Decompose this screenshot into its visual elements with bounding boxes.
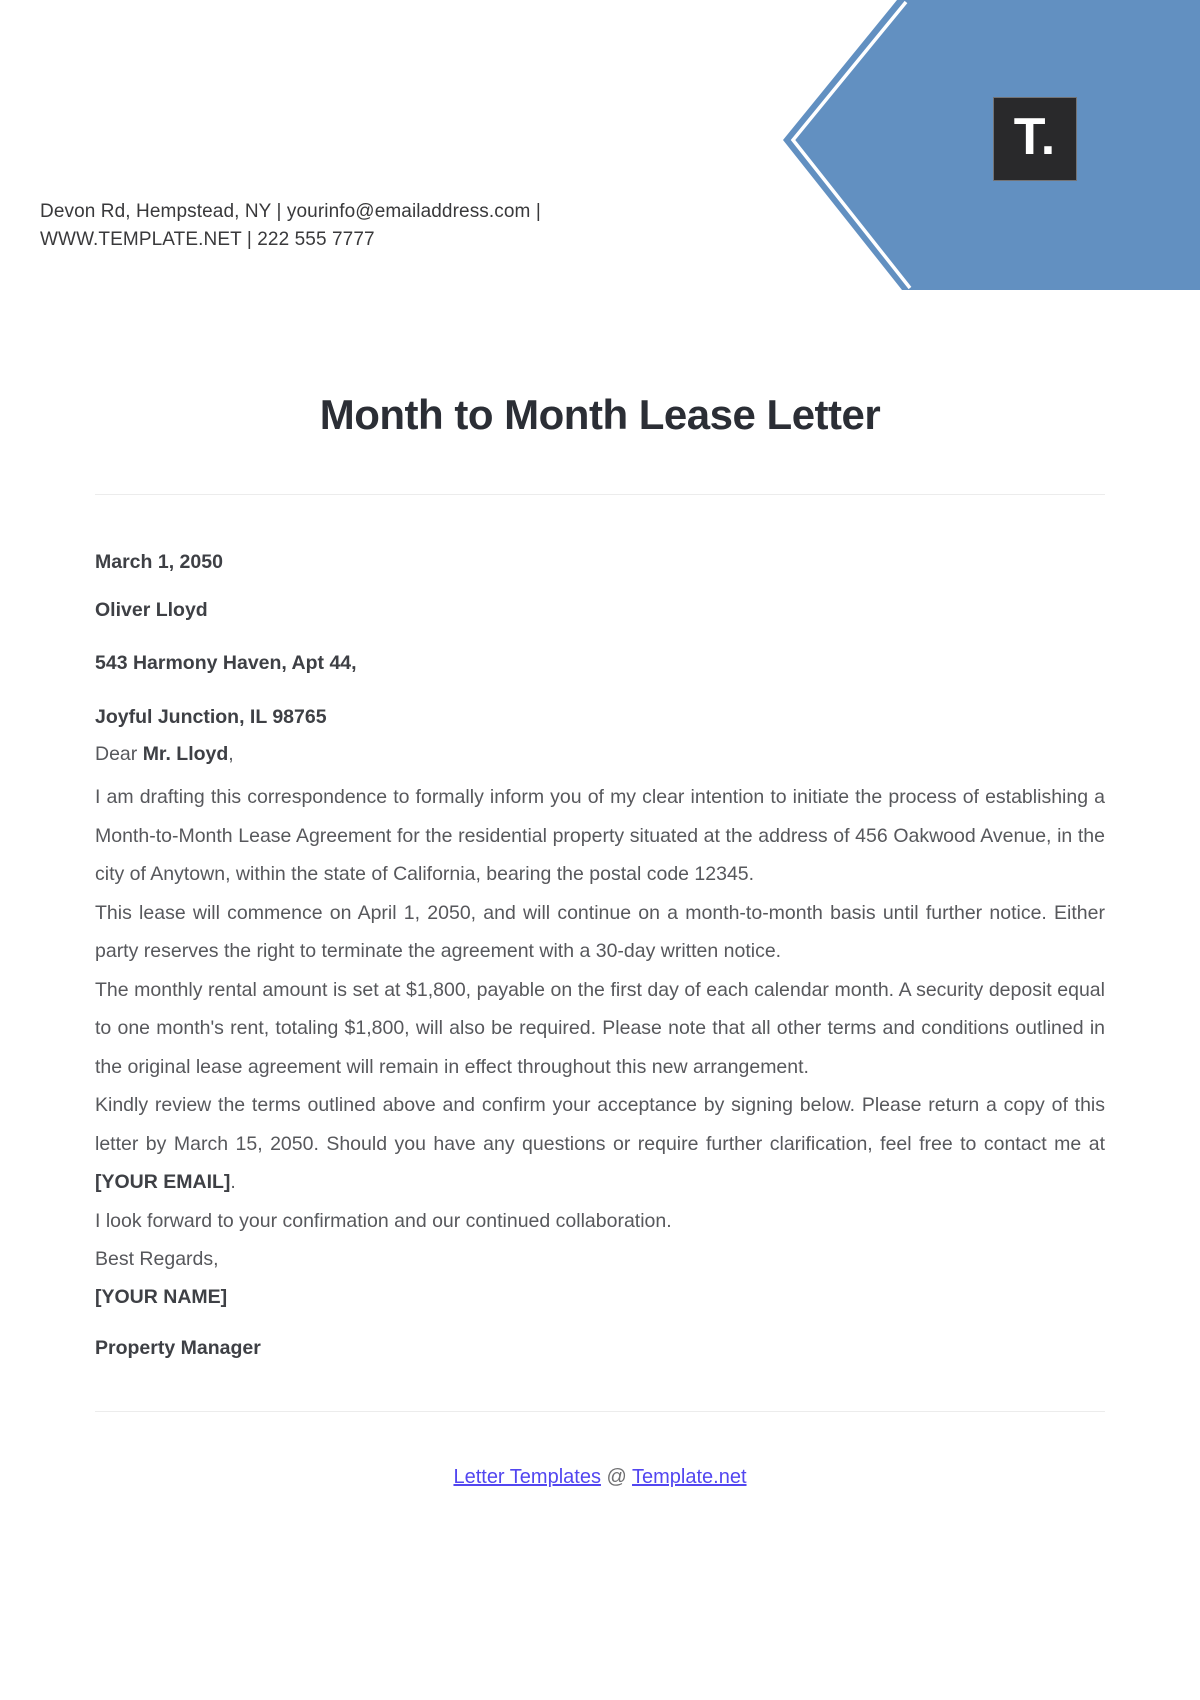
paragraph-confirmation-period: .	[230, 1171, 236, 1193]
contact-line-1: Devon Rd, Hempstead, NY | yourinfo@emailaddress.com |	[40, 201, 541, 222]
salutation	[95, 742, 1105, 766]
paragraph-commencement: This lease will commence on April 1, 2050, and will continue on a month-to-month basis until further notice. Either party reserves the right to terminate the agreement with a 30-day written notice.	[95, 901, 1105, 962]
template-net-link[interactable]: Template.net	[632, 1465, 747, 1488]
header-arrow-fill	[783, 0, 1200, 290]
contact-line-2: WWW.TEMPLATE.NET | 222 555 7777	[40, 229, 375, 250]
bottom-divider	[95, 1411, 1105, 1412]
top-divider	[95, 494, 1105, 495]
regards-line: Best Regards,	[95, 1248, 219, 1270]
paragraph-confirmation-text: Kindly review the terms outlined above and confirm your acceptance by signing below. Please return a copy of this letter by March 15, 2050. Should you have any questions or require further clarification, feel free to contact me at	[95, 1094, 1105, 1155]
letter-templates-link[interactable]: Letter Templates	[453, 1465, 601, 1488]
signature-title: Property Manager	[95, 1336, 261, 1359]
header-arrow-shape	[783, 0, 1200, 293]
recipient-address-line2: Joyful Junction, IL 98765	[95, 706, 327, 728]
letter-body	[95, 778, 1105, 1279]
your-email-placeholder: [YOUR EMAIL]	[95, 1171, 231, 1193]
salutation-prefix: Dear	[95, 743, 143, 765]
footer	[95, 1464, 1105, 1490]
closing-line: I look forward to your confirmation and our continued collaboration.	[95, 1209, 672, 1232]
salutation-suffix: ,	[228, 743, 234, 765]
letter-date: March 1, 2050	[95, 551, 223, 573]
template-net-logo	[993, 97, 1077, 181]
signature-name: [YOUR NAME]	[95, 1285, 228, 1308]
page-title: Month to Month Lease Letter	[319, 391, 881, 438]
recipient-address-line1: 543 Harmony Haven, Apt 44,	[95, 652, 357, 674]
paragraph-intent: I am drafting this correspondence to formally inform you of my clear intention to initiate the process of establishing a Month-to-Month Lease Agreement for the residential property situated at the address of 456 Oakwood Avenue, in the city of Anytown, within the state of California, bearing the postal code 12345.	[95, 786, 1105, 885]
footer-separator: @	[600, 1465, 633, 1488]
contact-info	[40, 198, 680, 254]
logo-letter: T.	[1013, 108, 1057, 166]
salutation-name: Mr. Lloyd	[142, 743, 229, 765]
paragraph-confirmation	[95, 1086, 1105, 1202]
recipient-name: Oliver Lloyd	[95, 599, 208, 621]
paragraph-rent: The monthly rental amount is set at $1,800, payable on the first day of each calendar month. A security deposit equal to one month's rent, totaling $1,800, will also be required. Please note that all other terms and conditions outlined in the original lease agreement will remain in effect throughout this new arrangement.	[95, 978, 1105, 1078]
